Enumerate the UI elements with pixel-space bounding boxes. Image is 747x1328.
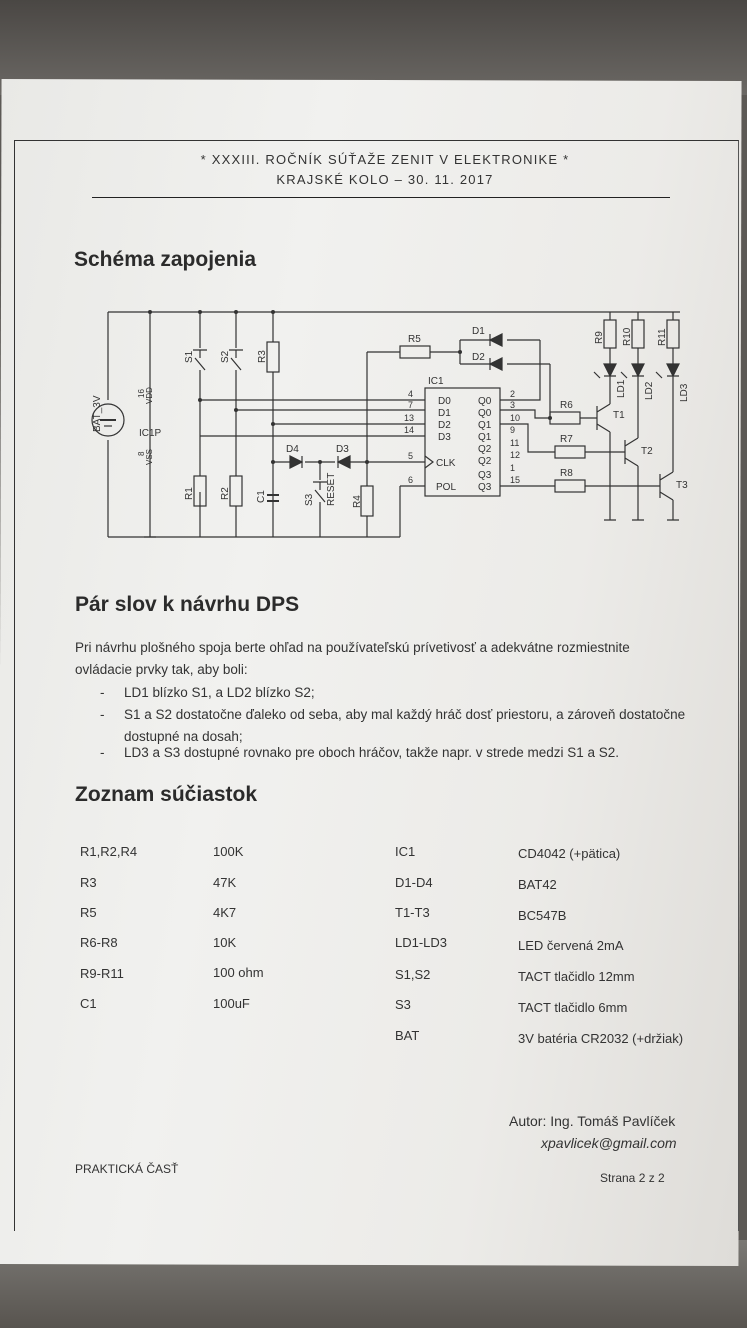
- t3-transistor: [660, 410, 673, 520]
- label-r7: R7: [560, 434, 573, 445]
- bullet-item: S1 a S2 dostatočne ďaleko od seba, aby mal každý hráč dosť priestoru, a zároveň dostatočne: [124, 707, 686, 722]
- part-value: 3V batéria CR2032 (+držiak): [518, 1031, 684, 1046]
- pin-pol: POL: [436, 482, 457, 493]
- pinnum-2: 2: [510, 389, 516, 399]
- bullet-item: LD1 blízko S1, a LD2 blízko S2;: [124, 685, 315, 700]
- section-title-schema: Schéma zapojenia: [74, 248, 257, 271]
- pinnum-6: 6: [408, 475, 414, 485]
- label-ic1p: IC1P: [139, 428, 162, 439]
- label-reset: RESET: [326, 472, 337, 506]
- part-ref: S3: [395, 997, 411, 1012]
- label-t3: T3: [676, 480, 688, 491]
- part-value: BAT42: [518, 877, 557, 892]
- r5-resistor: [400, 346, 430, 358]
- pin-nq0: Q0: [478, 408, 492, 419]
- label-r4: R4: [352, 495, 363, 508]
- pin-q2: Q2: [478, 444, 492, 455]
- label-d3: D3: [336, 444, 349, 455]
- pinnum-5: 5: [408, 451, 414, 461]
- part-ref: S1,S2: [395, 967, 431, 982]
- part-value: TACT tlačidlo 12mm: [518, 969, 635, 984]
- label-d1: D1: [472, 326, 485, 337]
- pinnum-15: 15: [510, 475, 521, 485]
- label-d4: D4: [286, 444, 299, 455]
- bullet-dash: -: [100, 707, 105, 722]
- label-d2: D2: [472, 352, 485, 363]
- part-value: 4K7: [213, 905, 237, 920]
- part-value: TACT tlačidlo 6mm: [518, 1000, 628, 1015]
- part-value: LED červená 2mA: [518, 938, 624, 953]
- label-r9: R9: [594, 331, 605, 344]
- circuit-schematic: [70, 300, 700, 550]
- section-label: PRAKTICKÁ ČASŤ: [75, 1162, 179, 1176]
- part-ref: R3: [80, 875, 97, 890]
- r9-resistor: [604, 320, 616, 348]
- pin-d3: D3: [438, 432, 451, 443]
- part-ref: D1-D4: [395, 875, 433, 890]
- author-email[interactable]: xpavlicek@gmail.com: [541, 1135, 677, 1151]
- label-vdd: VDD: [145, 387, 154, 404]
- pin-nq2: Q2: [478, 456, 492, 467]
- label-pin16: 16: [137, 389, 146, 398]
- pin-d1: D1: [438, 408, 451, 419]
- part-ref: LD1-LD3: [395, 935, 448, 950]
- part-ref: R9-R11: [80, 966, 124, 981]
- label-ld1: LD1: [616, 379, 627, 398]
- pinnum-9: 9: [510, 425, 516, 435]
- label-t1: T1: [613, 410, 625, 421]
- pinnum-4: 4: [408, 389, 414, 399]
- label-r10: R10: [622, 327, 633, 346]
- label-r3: R3: [257, 350, 268, 363]
- pin-q0: Q0: [478, 396, 492, 407]
- r8-resistor: [555, 480, 585, 492]
- r7-resistor: [555, 446, 585, 458]
- bullet-item-continued: dostupné na dosah;: [124, 729, 243, 744]
- r10-resistor: [632, 320, 644, 348]
- section-title-parts: Zoznam súčiastok: [75, 783, 258, 806]
- part-value: CD4042 (+pätica): [518, 846, 621, 861]
- label-r11: R11: [657, 328, 668, 346]
- pinnum-7: 7: [408, 400, 414, 410]
- part-value: 100 ohm: [213, 965, 264, 980]
- part-ref: C1: [80, 996, 97, 1011]
- author: Autor: Ing. Tomáš Pavlíček: [509, 1113, 676, 1129]
- header-subtitle: KRAJSKÉ KOLO – 30. 11. 2017: [276, 172, 494, 187]
- label-ld3: LD3: [679, 383, 690, 402]
- label-ic1: IC1: [428, 376, 444, 387]
- pinnum-3: 3: [510, 400, 516, 410]
- t2-transistor: [625, 400, 638, 520]
- label-r1: R1: [184, 487, 195, 500]
- r2-resistor: [230, 476, 242, 506]
- pinnum-10: 10: [510, 413, 521, 423]
- header-title: * XXXIII. ROČNÍK SÚŤAŽE ZENIT V ELEKTRONIKE *: [200, 152, 570, 167]
- label-r6: R6: [560, 400, 573, 411]
- label-r8: R8: [560, 468, 573, 479]
- label-s3: S3: [304, 493, 315, 506]
- label-ld2: LD2: [644, 381, 655, 400]
- part-value: 47K: [213, 875, 237, 890]
- pin-nq3: Q3: [478, 482, 492, 493]
- part-ref: R1,R2,R4: [80, 844, 138, 859]
- part-value: 10K: [213, 935, 237, 950]
- r11-resistor: [667, 320, 679, 348]
- pinnum-13: 13: [404, 413, 415, 423]
- bullet-item: LD3 a S3 dostupné rovnako pre oboch hráčov, takže napr. v strede medzi S1 a S2.: [124, 745, 620, 760]
- pinnum-14: 14: [404, 425, 415, 435]
- label-r2: R2: [220, 487, 231, 500]
- pinnum-12: 12: [510, 450, 521, 460]
- page-number: Strana 2 z 2: [600, 1171, 665, 1185]
- part-ref: IC1: [395, 844, 416, 859]
- part-ref: R6-R8: [80, 935, 118, 950]
- label-s2: S2: [220, 350, 231, 363]
- pin-nq1: Q1: [478, 432, 492, 443]
- t1-transistor: [597, 396, 610, 520]
- label-r5: R5: [408, 334, 421, 345]
- r3-resistor: [267, 342, 279, 372]
- part-value: 100uF: [213, 996, 250, 1011]
- label-c1: C1: [256, 490, 267, 503]
- part-ref: R5: [80, 905, 97, 920]
- bullet-dash: -: [100, 685, 105, 700]
- part-ref: BAT: [395, 1028, 420, 1043]
- label-s1: S1: [184, 350, 195, 363]
- label-vss: VSS: [145, 448, 154, 465]
- r6-resistor: [550, 412, 580, 424]
- label-bat: BAT_3V: [92, 395, 103, 432]
- pin-q3: Q3: [478, 470, 492, 481]
- pin-q1: Q1: [478, 420, 492, 431]
- pinnum-11: 11: [510, 438, 520, 448]
- pin-clk: CLK: [436, 458, 456, 469]
- label-pin8: 8: [137, 451, 146, 456]
- section-title-dps: Pár slov k návrhu DPS: [75, 593, 300, 616]
- header-divider: [92, 197, 670, 198]
- bullet-dash: -: [100, 745, 105, 760]
- part-value: BC547B: [518, 908, 567, 923]
- pin-d0: D0: [438, 396, 451, 407]
- dps-intro: Pri návrhu plošného spoja berte ohľad na používateľskú prívetivosť a adekvátne rozmiestnite ovládacie prvky tak, aby boli:: [75, 640, 630, 677]
- pin-d2: D2: [438, 420, 451, 431]
- pinnum-1: 1: [510, 463, 516, 473]
- label-t2: T2: [641, 446, 653, 457]
- part-value: 100K: [213, 844, 244, 859]
- part-ref: T1-T3: [395, 905, 430, 920]
